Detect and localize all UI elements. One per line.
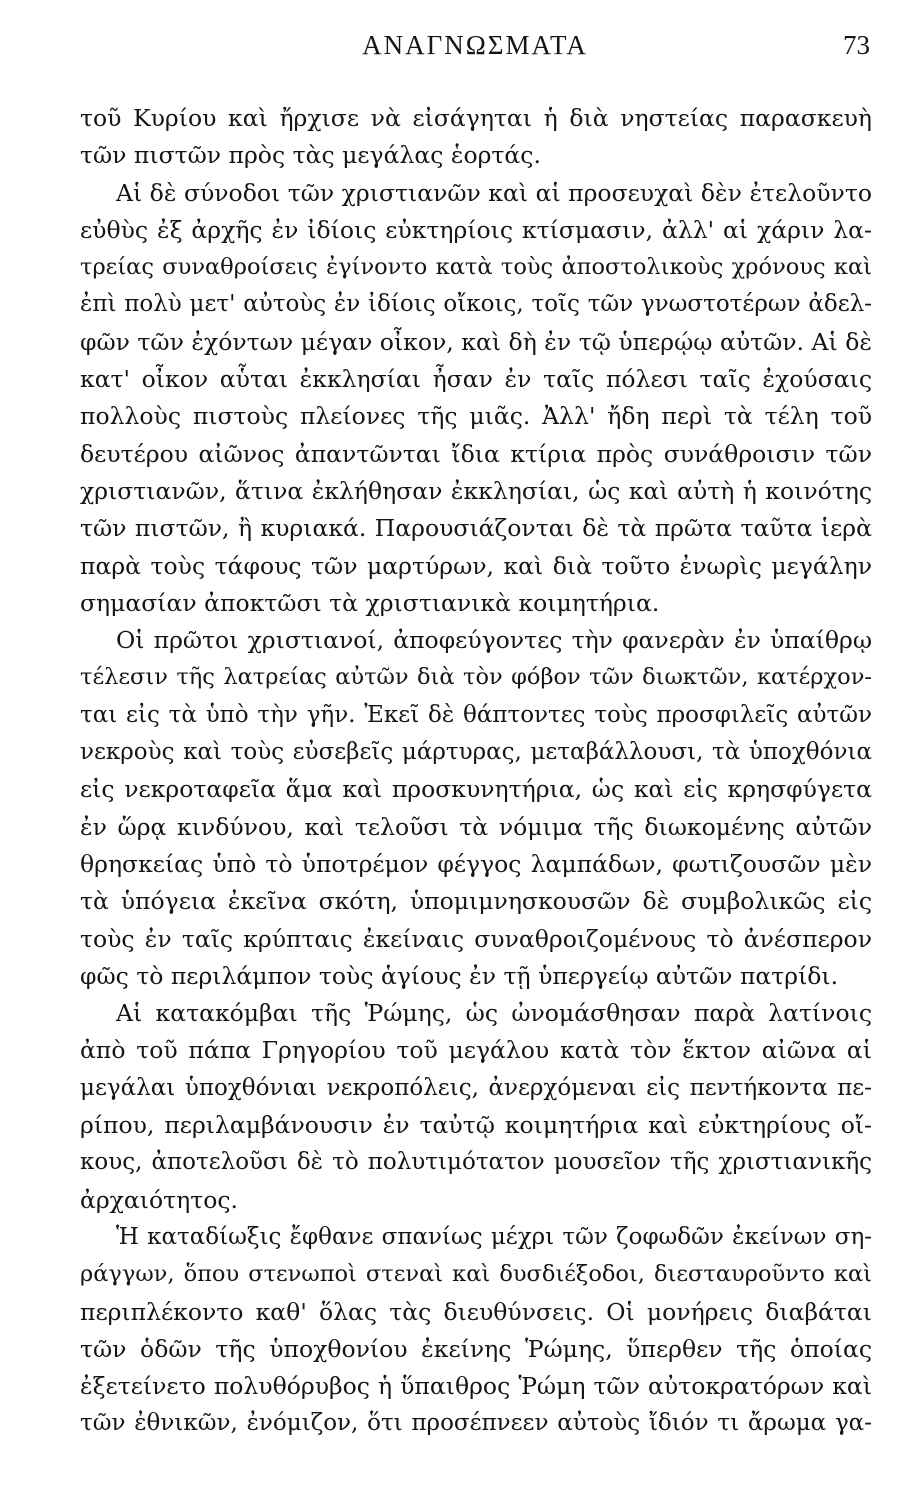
text-line: εὐθὺς ἐξ ἀρχῆς ἐν ἰδίοις εὐκτηρίοις κτίσμασιν, ἀλλ' αἱ χάριν λα- (80, 215, 872, 244)
text-line: σημασίαν ἀποκτῶσι τὰ χριστιανικὰ κοιμητήρια. (80, 588, 660, 617)
text-line: τῶν ἐθνικῶν, ἐνόμιζον, ὅτι προσέπνεεν αὐτοὺς ἴδιόν τι ἄρωμα γα- (80, 1410, 872, 1437)
text-line: θρησκείας ὑπὸ τὸ ὑποτρέμον φέγγος λαμπάδων, φωτιζουσῶν μὲν (80, 849, 872, 878)
text-line: κατ' οἶκον αὗται ἐκκλησίαι ἦσαν ἐν ταῖς πόλεσι ταῖς ἐχούσαις (80, 365, 872, 394)
text-line: τρείας συναθροίσεις ἐγίνοντο κατὰ τοὺς ἀποστολικοὺς χρόνους καὶ (80, 254, 872, 281)
text-line: τῶν πιστῶν πρὸς τὰς μεγάλας ἑορτάς. (80, 141, 541, 170)
text-line: τέλεσιν τῆς λατρείας αὐτῶν διὰ τὸν φόβον τῶν διωκτῶν, κατέρχον- (80, 664, 872, 691)
text-line: τοὺς ἐν ταῖς κρύπταις ἐκείναις συναθροιζομένους τὸ ἀνέσπερον (80, 924, 872, 953)
text-line: Οἱ πρῶτοι χριστιανοί, ἀποφεύγοντες τὴν φανερὰν ἐν ὑπαίθρῳ (116, 626, 872, 655)
text-line: χριστιανῶν, ἅτινα ἐκλήθησαν ἐκκλησίαι, ὡς καὶ αὐτὴ ἡ κοινότης (80, 476, 872, 505)
text-line: φῶν τῶν ἐχόντων μέγαν οἶκον, καὶ δὴ ἐν τῷ ὑπερῴῳ αὐτῶν. Αἱ δὲ (80, 327, 872, 356)
text-line: Αἱ κατακόμβαι τῆς Ῥώμης, ὡς ὠνομάσθησαν παρὰ λατίνοις (116, 999, 872, 1028)
text-line: Αἱ δὲ σύνοδοι τῶν χριστιανῶν καὶ αἱ προσευχαὶ δὲν ἐτελοῦντο (116, 178, 872, 207)
text-line: νεκροὺς καὶ τοὺς εὐσεβεῖς μάρτυρας, μεταβάλλουσι, τὰ ὑποχθόνια (80, 739, 872, 766)
text-line: ἐπὶ πολὺ μετ' αὐτοὺς ἐν ἰδίοις οἴκοις, τοῖς τῶν γνωστοτέρων ἀδελ- (80, 291, 872, 318)
running-title: ΑΝΑΓΝΩΣΜΑΤΑ (362, 30, 588, 60)
text-line: δευτέρου αἰῶνος ἀπαντῶνται ἴδια κτίρια πρὸς συνάθροισιν τῶν (80, 439, 872, 468)
body-text (80, 100, 872, 1443)
text-line: ἐξετείνετο πολυθόρυβος ἡ ὕπαιθρος Ῥώμη τῶν αὐτοκρατόρων καὶ (80, 1372, 872, 1401)
text-line: πολλοὺς πιστοὺς πλείονες τῆς μιᾶς. Ἀλλ' ἤδη περὶ τὰ τέλη τοῦ (80, 402, 872, 431)
text-line: τοῦ Κυρίου καὶ ἤρχισε νὰ εἰσάγηται ἡ διὰ νηστείας παρασκευὴ (80, 104, 872, 132)
running-header (80, 30, 870, 70)
text-line: Ἡ καταδίωξις ἔφθανε σπανίως μέχρι τῶν ζοφωδῶν ἐκείνων ση- (116, 1223, 872, 1250)
text-line: τῶν πιστῶν, ἢ κυριακά. Παρουσιάζονται δὲ τὰ πρῶτα ταῦτα ἱερὰ (80, 514, 872, 543)
text-line: ράγγων, ὅπου στενωποὶ στεναὶ καὶ δυσδιέξοδοι, διεσταυροῦντο καὶ (80, 1261, 872, 1288)
text-line: ἐν ὥρᾳ κινδύνου, καὶ τελοῦσι τὰ νόμιμα τῆς διωκομένης αὐτῶν (80, 812, 872, 841)
text-line: ρίπου, περιλαμβάνουσιν ἐν ταὐτῷ κοιμητήρια καὶ εὐκτηρίους οἴ- (80, 1111, 872, 1140)
text-line: περιπλέκοντο καθ' ὅλας τὰς διευθύνσεις. Οἱ μονήρεις διαβάται (80, 1297, 872, 1326)
text-line: εἰς νεκροταφεῖα ἅμα καὶ προσκυνητήρια, ὡς καὶ εἰς κρησφύγετα (80, 775, 872, 804)
text-line: ται εἰς τὰ ὑπὸ τὴν γῆν. Ἐκεῖ δὲ θάπτοντες τοὺς προσφιλεῖς αὐτῶν (80, 701, 872, 728)
text-line: ἀπὸ τοῦ πάπα Γρηγορίου τοῦ μεγάλου κατὰ τὸν ἕκτον αἰῶνα αἱ (80, 1036, 872, 1065)
text-line: φῶς τὸ περιλάμπον τοὺς ἁγίους ἐν τῇ ὑπεργείῳ αὐτῶν πατρίδι. (80, 961, 839, 990)
page-number: 73 (843, 30, 870, 60)
text-line: μεγάλαι ὑποχθόνιαι νεκροπόλεις, ἀνερχόμεναι εἰς πεντήκοντα πε- (80, 1074, 872, 1101)
text-line: τῶν ὁδῶν τῆς ὑποχθονίου ἐκείνης Ῥώμης, ὕπερθεν τῆς ὁποίας (80, 1334, 872, 1363)
text-line: τὰ ὑπόγεια ἐκεῖνα σκότη, ὑπομιμνησκουσῶν δὲ συμβολικῶς εἰς (80, 887, 872, 916)
text-line: κους, ἀποτελοῦσι δὲ τὸ πολυτιμότατον μουσεῖον τῆς χριστιανικῆς (80, 1149, 872, 1176)
text-line: ἀρχαιότητος. (80, 1185, 239, 1214)
text-line: παρὰ τοὺς τάφους τῶν μαρτύρων, καὶ διὰ τοῦτο ἐνωρὶς μεγάλην (80, 551, 872, 580)
